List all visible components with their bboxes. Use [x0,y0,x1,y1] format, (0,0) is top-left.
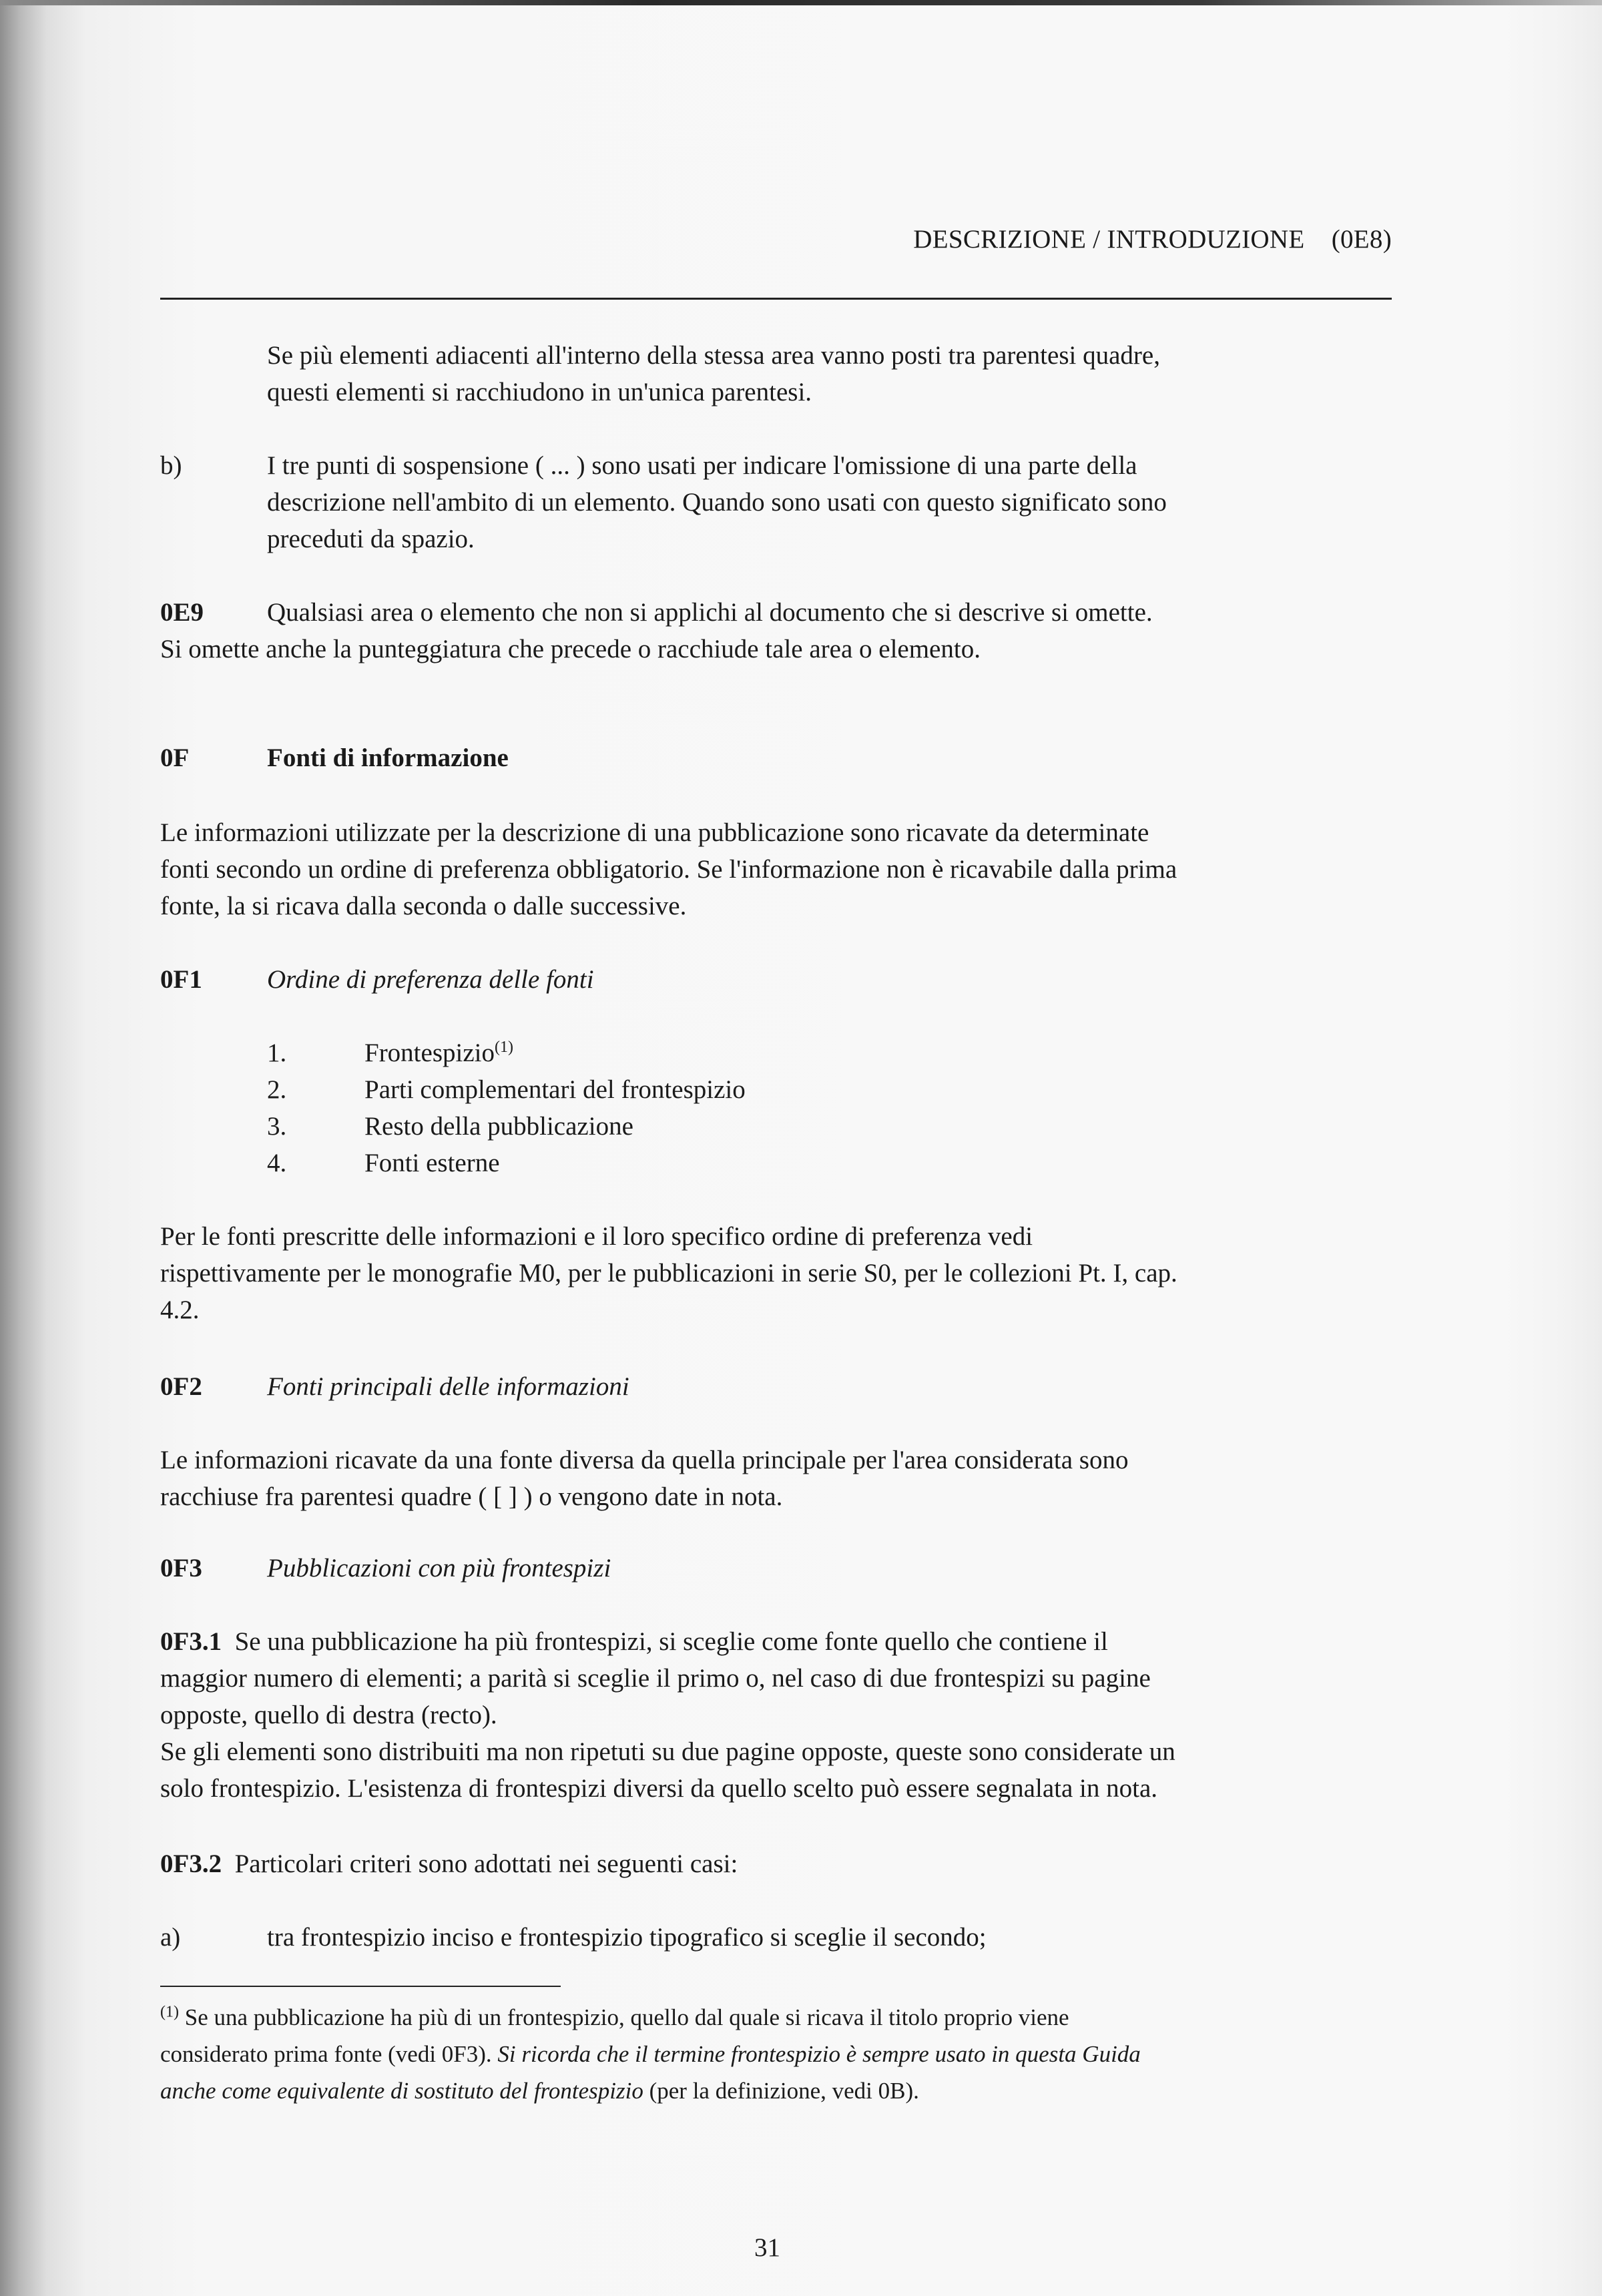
intro-paragraph [267,337,1392,410]
footnote-line [160,2036,1392,2072]
paragraph-line: rispettivamente per le monografie M0, per le pubblicazioni in serie S0, per le collezioni Pt. I, cap. [160,1259,1177,1287]
header-rule [160,298,1392,300]
section-code-0e9: 0E9 [160,598,204,627]
paragraph-line: Se gli elementi sono distribuiti ma non ripetuti su due pagine opposte, queste sono considerate un [160,1737,1175,1766]
list-item-text: Resto della pubblicazione [364,1112,633,1141]
footnote-rule [160,1986,561,1987]
list-item-text: Fonti esterne [364,1149,500,1177]
running-title: DESCRIZIONE / INTRODUZIONE [913,225,1305,254]
paragraph-line: opposte, quello di destra (recto). [160,1701,497,1729]
footnote-text: Se una pubblicazione ha più di un frontespizio, quello dal quale si ricava il titolo proprio viene [184,2004,1069,2030]
footnote-marker: (1) [160,2003,179,2021]
footnote [160,1999,1392,2109]
item-a-label: a) [160,1923,181,1952]
paragraph-line: 4.2. [160,1296,200,1324]
list-item-number: 4. [267,1149,287,1177]
footnote-italic-text: anche come equivalente di sostituto del frontespizio [160,2078,643,2104]
section-ref: (0E8) [1331,225,1392,254]
page-number: 31 [754,2233,780,2262]
paragraph-text: Se una pubblicazione ha più frontespizi, si sceglie come fonte quello che contiene il [234,1627,1108,1656]
footnote-ref: (1) [494,1039,513,1056]
section-0f1-paragraph [160,1218,1392,1328]
item-b-line: I tre punti di sospensione ( ... ) sono usati per indicare l'omissione di una parte della [267,451,1137,480]
section-code-0f3-1: 0F3.1 [160,1627,222,1656]
item-b-line: descrizione nell'ambito di un elemento. Quando sono usati con questo significato sono [267,488,1167,517]
paragraph-text: Particolari criteri sono adottati nei seguenti casi: [234,1849,738,1878]
section-code-0f3: 0F3 [160,1554,202,1583]
list-item-text: Frontespizio [364,1039,495,1067]
footnote-line [160,2072,1392,2109]
paragraph-line: Per le fonti prescritte delle informazioni e il loro specifico ordine di preferenza vedi [160,1222,1033,1251]
paragraph-line: solo frontespizio. L'esistenza di frontespizi diversi da quello scelto può essere segnalata in nota. [160,1774,1158,1803]
paragraph-line: Le informazioni ricavate da una fonte diversa da quella principale per l'area considerata sono [160,1446,1129,1474]
section-0f3-2-line [160,1845,1392,1882]
item-b-text [267,447,1392,557]
section-0f2-paragraph [160,1442,1392,1515]
section-code-0f1: 0F1 [160,965,202,994]
footnote-italic-text: Si ricorda che il termine frontespizio è sempre usato in questa Guida [497,2041,1141,2067]
footnote-text: (per la definizione, vedi 0B). [643,2078,919,2104]
list-item-number: 3. [267,1112,287,1141]
section-code-0f: 0F [160,744,190,772]
section-code-0f3-2: 0F3.2 [160,1849,222,1878]
paragraph-line: Le informazioni utilizzate per la descrizione di una pubblicazione sono ricavate da determinate [160,818,1149,847]
section-0f3-1-paragraph [160,1623,1392,1807]
running-header [913,224,1392,254]
section-title-0f: Fonti di informazione [267,744,509,772]
paragraph-line: maggior numero di elementi; a parità si sceglie il primo o, nel caso di due frontespizi su pagine [160,1664,1151,1693]
section-code-0f2: 0F2 [160,1372,202,1401]
list-item-number: 2. [267,1075,287,1104]
footnote-line [160,1999,1392,2036]
section-0e9-line1: Qualsiasi area o elemento che non si applichi al documento che si descrive si omette. [267,598,1153,627]
section-0f-paragraph [160,814,1392,924]
list-item [267,1071,746,1108]
section-0e9-line2: Si omette anche la punteggiatura che precede o racchiude tale area o elemento. [160,635,981,663]
list-item [267,1035,746,1071]
paragraph-line: racchiuse fra parentesi quadre ( [ ] ) o vengono date in nota. [160,1482,783,1511]
sources-list [267,1035,746,1181]
item-a-text: tra frontespizio inciso e frontespizio tipografico si sceglie il secondo; [267,1923,987,1952]
list-item [267,1108,746,1145]
paragraph-line: fonte, la si ricava dalla seconda o dalle successive. [160,892,687,920]
list-item-number: 1. [267,1039,287,1067]
section-title-0f3: Pubblicazioni con più frontespizi [267,1554,611,1583]
scan-edge-shadow [0,0,1602,5]
item-b-label: b) [160,451,182,480]
paragraph-line [160,1623,1392,1660]
section-title-0f1: Ordine di preferenza delle fonti [267,965,594,994]
intro-line: Se più elementi adiacenti all'interno della stessa area vanno posti tra parentesi quadre, [267,341,1160,370]
footnote-text: considerato prima fonte (vedi 0F3). [160,2041,498,2067]
intro-line: questi elementi si racchiudono in un'unica parentesi. [267,378,812,406]
item-b-line: preceduti da spazio. [267,525,475,553]
paragraph-line: fonti secondo un ordine di preferenza obbligatorio. Se l'informazione non è ricavabile dalla prima [160,855,1177,884]
list-item-text: Parti complementari del frontespizio [364,1075,746,1104]
section-title-0f2: Fonti principali delle informazioni [267,1372,629,1401]
list-item [267,1145,746,1181]
